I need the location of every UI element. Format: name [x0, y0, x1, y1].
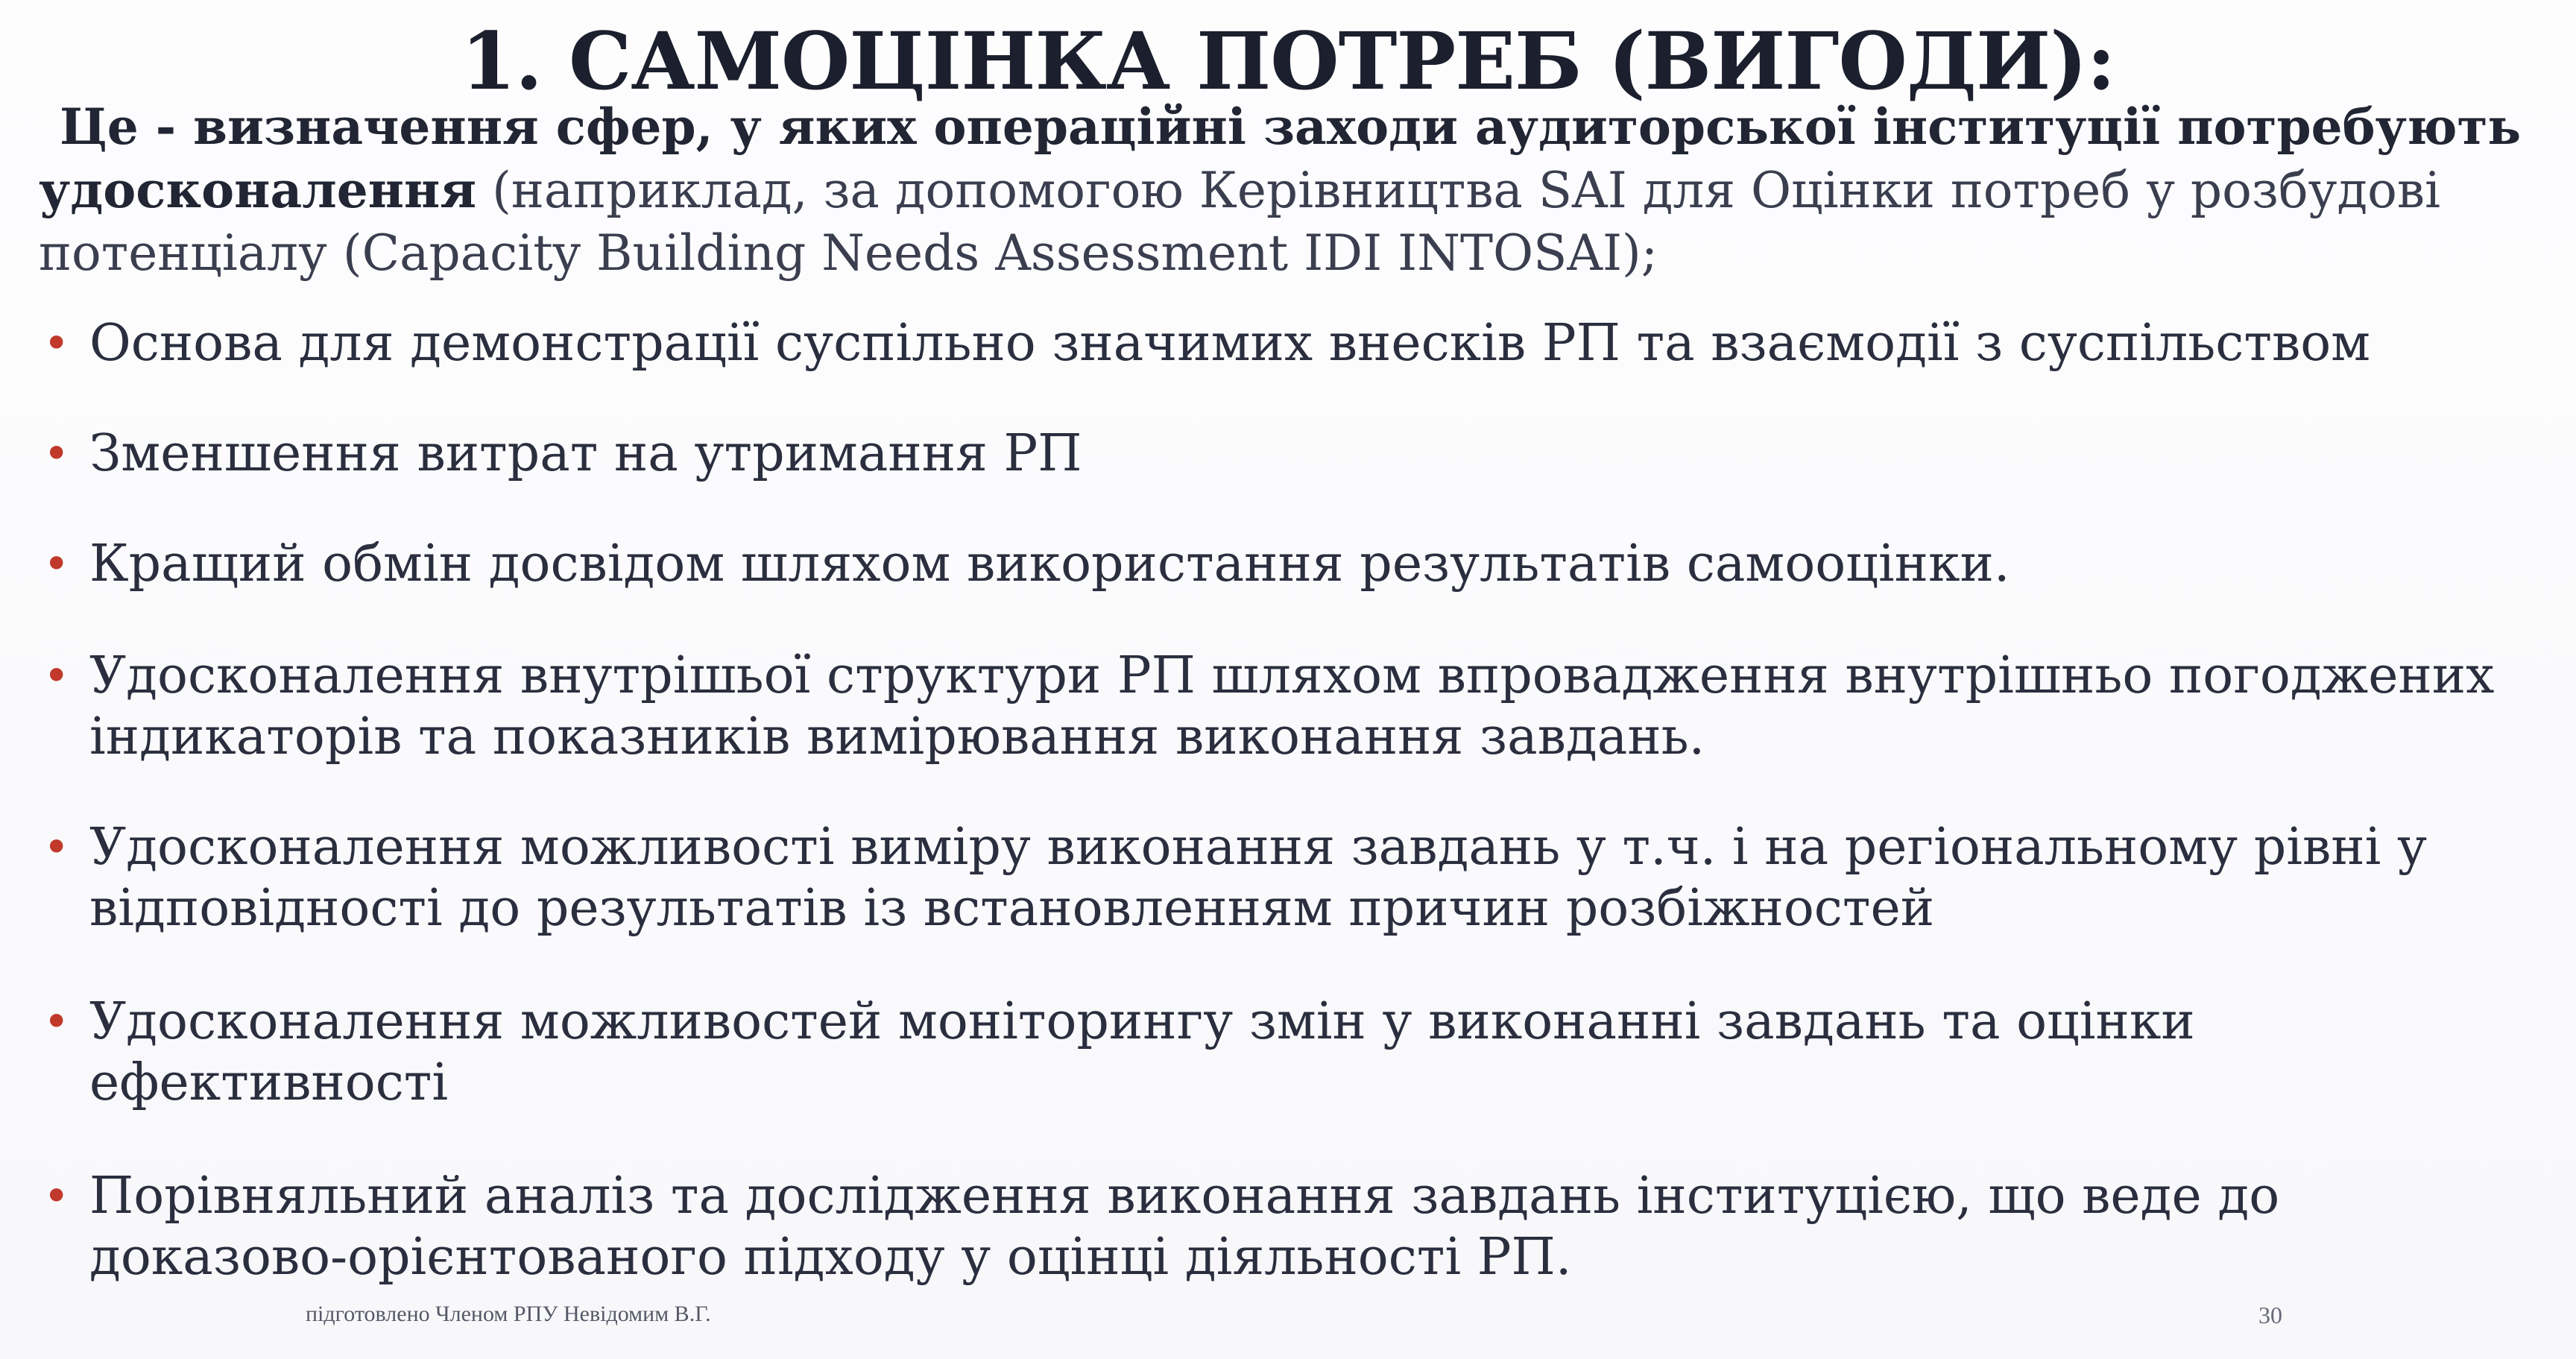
bullet-text: Кращий обмін досвідом шляхом використання результатів самооцінки. [89, 535, 2010, 593]
intro-paragraph [39, 95, 2543, 285]
bullet-text: Порівняльний аналіз та дослідження виконання завдань інституцією, що веде до доказово-орієнтованого підходу у оцінці діяльності РП. [89, 1167, 2280, 1287]
bullet-text: Основа для демонстрації суспільно значимих внесків РП та взаємодії з суспільством [89, 314, 2371, 373]
bullet-text: Удосконалення внутрішьої структури РП шляхом впровадження внутрішньо погоджених індикаторів та показників вимірювання виконання завдань. [89, 646, 2495, 766]
bullet-item [39, 646, 2551, 768]
bullet-item [39, 534, 2551, 595]
bullet-item [39, 1166, 2551, 1288]
bullet-dot-icon: • [43, 996, 70, 1048]
bullet-dot-icon: • [43, 822, 70, 874]
intro-regular-text: (наприклад, за допомогою Керівництва SAI для Оцінки потреб у розбудові потенціалу (Capacity Building Needs Assessment IDI INTOSAI); [39, 162, 2441, 282]
benefits-list [39, 313, 2551, 1288]
page-number: 30 [2258, 1302, 2282, 1328]
bullet-dot-icon: • [43, 428, 70, 480]
bullet-text: Удосконалення можливості виміру виконання завдань у т.ч. і на регіональному рівні у відповідності до результатів із встановленням причин розбіжностей [89, 818, 2427, 938]
bullet-item [39, 817, 2551, 939]
bullet-item [39, 423, 2551, 485]
slide-title: 1. САМОЦІНКА ПОТРЕБ (ВИГОДИ): [461, 14, 2115, 107]
bullet-text: Зменшення витрат на утримання РП [89, 424, 1082, 483]
bullet-dot-icon: • [43, 650, 70, 702]
bullet-item [39, 991, 2551, 1114]
bullet-item [39, 313, 2551, 374]
bullet-dot-icon: • [43, 318, 70, 370]
bullet-text: Удосконалення можливостей моніторингу змін у виконанні завдань та оцінки ефективності [89, 992, 2195, 1112]
bullet-dot-icon: • [43, 1170, 70, 1223]
bullet-dot-icon: • [43, 538, 70, 590]
intro-bold-text: Це - визначення сфер, у яких операційні заходи аудиторської інституції потребують удосконалення [39, 98, 2522, 219]
footer-author: підготовлено Членом РПУ Невідомим В.Г. [306, 1302, 711, 1326]
